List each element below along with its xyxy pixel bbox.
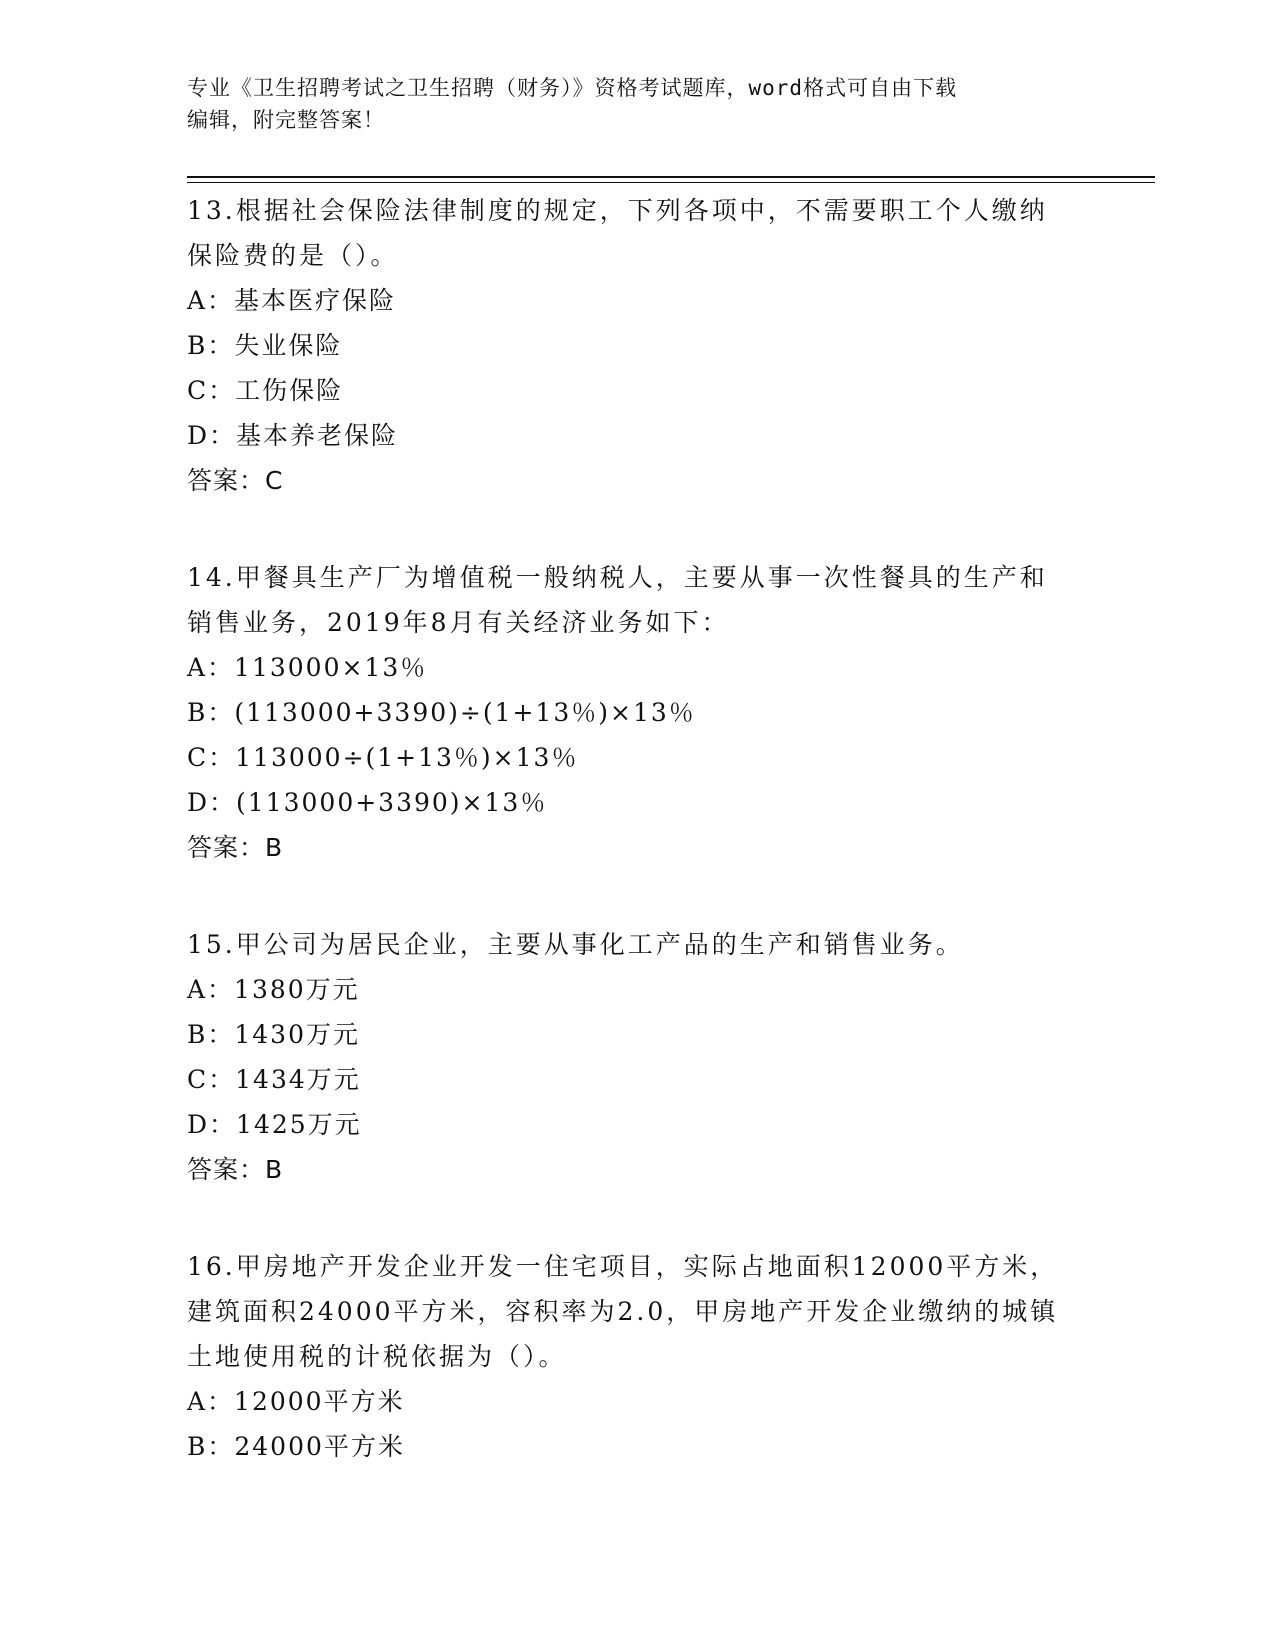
option-d: D：(113000+3390)×13％ [187, 788, 548, 817]
question-16 [187, 1244, 1107, 1469]
option-d: D：基本养老保险 [187, 421, 399, 450]
option-a: A：1380万元 [187, 975, 360, 1004]
question-15 [187, 922, 1107, 1192]
stem-line: 13.根据社会保险法律制度的规定，下列各项中，不需要职工个人缴纳 [187, 196, 1048, 225]
option-b: B：失业保险 [187, 331, 343, 360]
question-13 [187, 188, 1107, 503]
question-list [187, 188, 1107, 1521]
option-a: A：113000×13％ [187, 653, 428, 682]
question-stem [187, 188, 1107, 278]
option-b: B：1430万元 [187, 1020, 360, 1049]
header-rule-thick [187, 176, 1155, 178]
answer-line: 答案：B [187, 833, 284, 862]
question-14 [187, 555, 1107, 870]
answer-line: 答案：B [187, 1155, 284, 1184]
header-rule-thin [187, 182, 1155, 183]
header-line-1: 专业《卫生招聘考试之卫生招聘（财务）》资格考试题库，word格式可自由下载 [187, 76, 958, 100]
stem-line: 销售业务，2019年8月有关经济业务如下： [187, 608, 730, 637]
option-a: A：12000平方米 [187, 1387, 405, 1416]
option-c: C：113000÷(1+13％)×13％ [187, 743, 579, 772]
option-b: B：24000平方米 [187, 1432, 405, 1461]
stem-line: 16.甲房地产开发企业开发一住宅项目，实际占地面积12000平方米， [187, 1252, 1059, 1281]
stem-line: 土地使用税的计税依据为（）。 [187, 1342, 567, 1371]
option-d: D：1425万元 [187, 1110, 362, 1139]
header-line-2: 编辑，附完整答案！ [187, 108, 385, 132]
stem-line: 14.甲餐具生产厂为增值税一般纳税人，主要从事一次性餐具的生产和 [187, 563, 1048, 592]
question-stem [187, 555, 1107, 645]
question-stem [187, 922, 1107, 967]
document-header [187, 72, 1087, 136]
option-b: B：(113000+3390)÷(1+13％)×13％ [187, 698, 696, 727]
stem-line: 15.甲公司为居民企业，主要从事化工产品的生产和销售业务。 [187, 930, 964, 959]
option-a: A：基本医疗保险 [187, 286, 397, 315]
option-c: C：1434万元 [187, 1065, 361, 1094]
stem-line: 建筑面积24000平方米，容积率为2.0，甲房地产开发企业缴纳的城镇 [187, 1297, 1059, 1326]
answer-line: 答案：C [187, 466, 284, 495]
question-stem [187, 1244, 1107, 1379]
option-c: C：工伤保险 [187, 376, 344, 405]
stem-line: 保险费的是（）。 [187, 241, 399, 270]
